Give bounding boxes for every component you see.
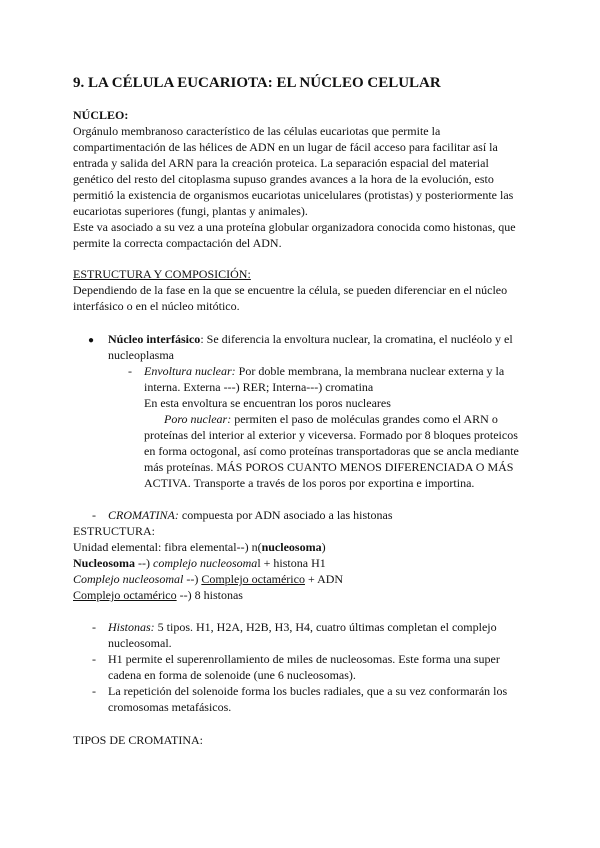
cromatina-text: compuesta por ADN asociado a las histonas <box>178 508 393 522</box>
nucleo-interfasico-item <box>108 331 538 363</box>
dash-marker: - <box>128 364 132 378</box>
poro-line: proteínas del interior al exterior y viceversa. Formado por 8 bloques proteicos <box>144 428 518 442</box>
h1-item <box>108 651 538 683</box>
nucleo-para1-line: Orgánulo membranoso característico de las células eucariotas que permite la <box>73 124 441 138</box>
nucleosoma-label: Nucleosoma <box>73 556 135 570</box>
poro-text: permiten el paso de moléculas grandes como el ARN o <box>231 412 498 426</box>
complejo-post: + ADN <box>304 572 344 586</box>
nucleo-para2-line: permite la correcta compactación del ADN. <box>73 236 282 250</box>
poro-line: en forma octogonal, así como proteínas transportadoras que se ancla mediante <box>144 444 519 458</box>
dash-marker: - <box>92 508 96 522</box>
h1-line2: cadena en forma de solenoide (une 6 nucleosomas). <box>108 668 356 682</box>
cromatina-estructura-heading: ESTRUCTURA: <box>73 524 156 538</box>
histonas-label: Histonas: <box>108 620 155 634</box>
histonas-item <box>108 619 538 651</box>
nucleosoma-italic: complejo nucleosoma <box>153 556 258 570</box>
dash-marker: - <box>92 684 96 698</box>
page-title: 9. LA CÉLULA EUCARIOTA: EL NÚCLEO CELULAR <box>73 75 441 91</box>
envoltura-line3: En esta envoltura se encuentran los poros nucleares <box>144 396 391 410</box>
envoltura-label: Envoltura nuclear: <box>144 364 236 378</box>
nucleo-para2-line: Este va asociado a su vez a una proteína globular organizadora conocida como histonas, que <box>73 220 516 234</box>
cromatina-estructura <box>73 523 533 603</box>
nucleo-para1-line: eucariotas superiores (fungi, plantas y animales). <box>73 204 308 218</box>
estructura-section <box>73 266 533 314</box>
octamerico-post: --) 8 histonas <box>176 588 243 602</box>
histonas-text: 5 tipos. H1, H2A, H2B, H3, H4, cuatro últimas completan el complejo <box>154 620 497 634</box>
tipos-section <box>73 732 533 748</box>
dash-marker: - <box>92 620 96 634</box>
nucleo-para1-line: entrada y salida del ARN para la creación proteica. La separación espacial del material <box>73 156 489 170</box>
complejo-octamerico-label: Complejo octamérico <box>73 588 177 602</box>
poro-label: Poro nuclear: <box>164 412 232 426</box>
envoltura-item <box>144 363 544 491</box>
complejo-mid: --) <box>183 572 202 586</box>
tipos-heading: TIPOS DE CROMATINA: <box>73 733 204 747</box>
nucleo-heading: NÚCLEO: <box>73 108 129 122</box>
nucleo-para1-line: compartimentación de las hélices de ADN en un lugar de fácil acceso para facilitar así la <box>73 140 498 154</box>
unidad-post: ) <box>321 540 326 554</box>
complejo-nucleosomal-label: Complejo nucleosomal <box>73 572 184 586</box>
unidad-bold: nucleosoma <box>261 540 322 554</box>
nucleosoma-mid: --) <box>135 556 153 570</box>
nucleo-interfasico-label: Núcleo interfásico <box>108 332 201 346</box>
cromatina-item <box>108 507 538 523</box>
repeticion-line1: La repetición del solenoide forma los bucles radiales, que a su vez conformarán los <box>108 684 508 698</box>
dash-marker: - <box>92 652 96 666</box>
poro-line: más proteínas. MÁS POROS CUANTO MENOS DIFERENCIADA O MÁS <box>144 460 514 474</box>
nucleosoma-post: l + histona H1 <box>257 556 326 570</box>
h1-line1: H1 permite el superenrollamiento de miles de nucleosomas. Este forma una super <box>108 652 500 666</box>
repeticion-line2: cromosomas metafásicos. <box>108 700 232 714</box>
nucleo-interfasico-line2: nucleoplasma <box>108 348 174 362</box>
repeticion-item <box>108 683 538 715</box>
nucleo-interfasico-text: : Se diferencia la envoltura nuclear, la cromatina, el nucléolo y el <box>200 332 513 346</box>
unidad-text: Unidad elemental: fibra elemental--) n( <box>73 540 262 554</box>
histonas-line2: nucleosomal. <box>108 636 172 650</box>
nucleo-para1-line: genético del resto del citoplasma supuso grandes avances a la hora de la evolución, esto <box>73 172 494 186</box>
cromatina-label: CROMATINA: <box>108 508 179 522</box>
estructura-heading: ESTRUCTURA Y COMPOSICIÓN: <box>73 267 251 281</box>
poro-line: ACTIVA. Transporte a través de los poros por exportina e importina. <box>144 476 475 490</box>
bullet-marker: ● <box>88 335 95 346</box>
envoltura-text: Por doble membrana, la membrana nuclear externa y la <box>235 364 505 378</box>
nucleo-para1-line: permitió la existencia de organismos eucariotas unicelulares (protistas) y posteriormente las <box>73 188 514 202</box>
envoltura-line2: interna. Externa ---) RER; Interna---) cromatina <box>144 380 374 394</box>
estructura-intro-line: interfásico o en el núcleo mitótico. <box>73 299 240 313</box>
estructura-intro-line: Dependiendo de la fase en la que se encuentre la célula, se pueden diferenciar en el núcleo <box>73 283 508 297</box>
nucleo-section <box>73 107 533 251</box>
complejo-octamerico-link: Complejo octamérico <box>201 572 305 586</box>
